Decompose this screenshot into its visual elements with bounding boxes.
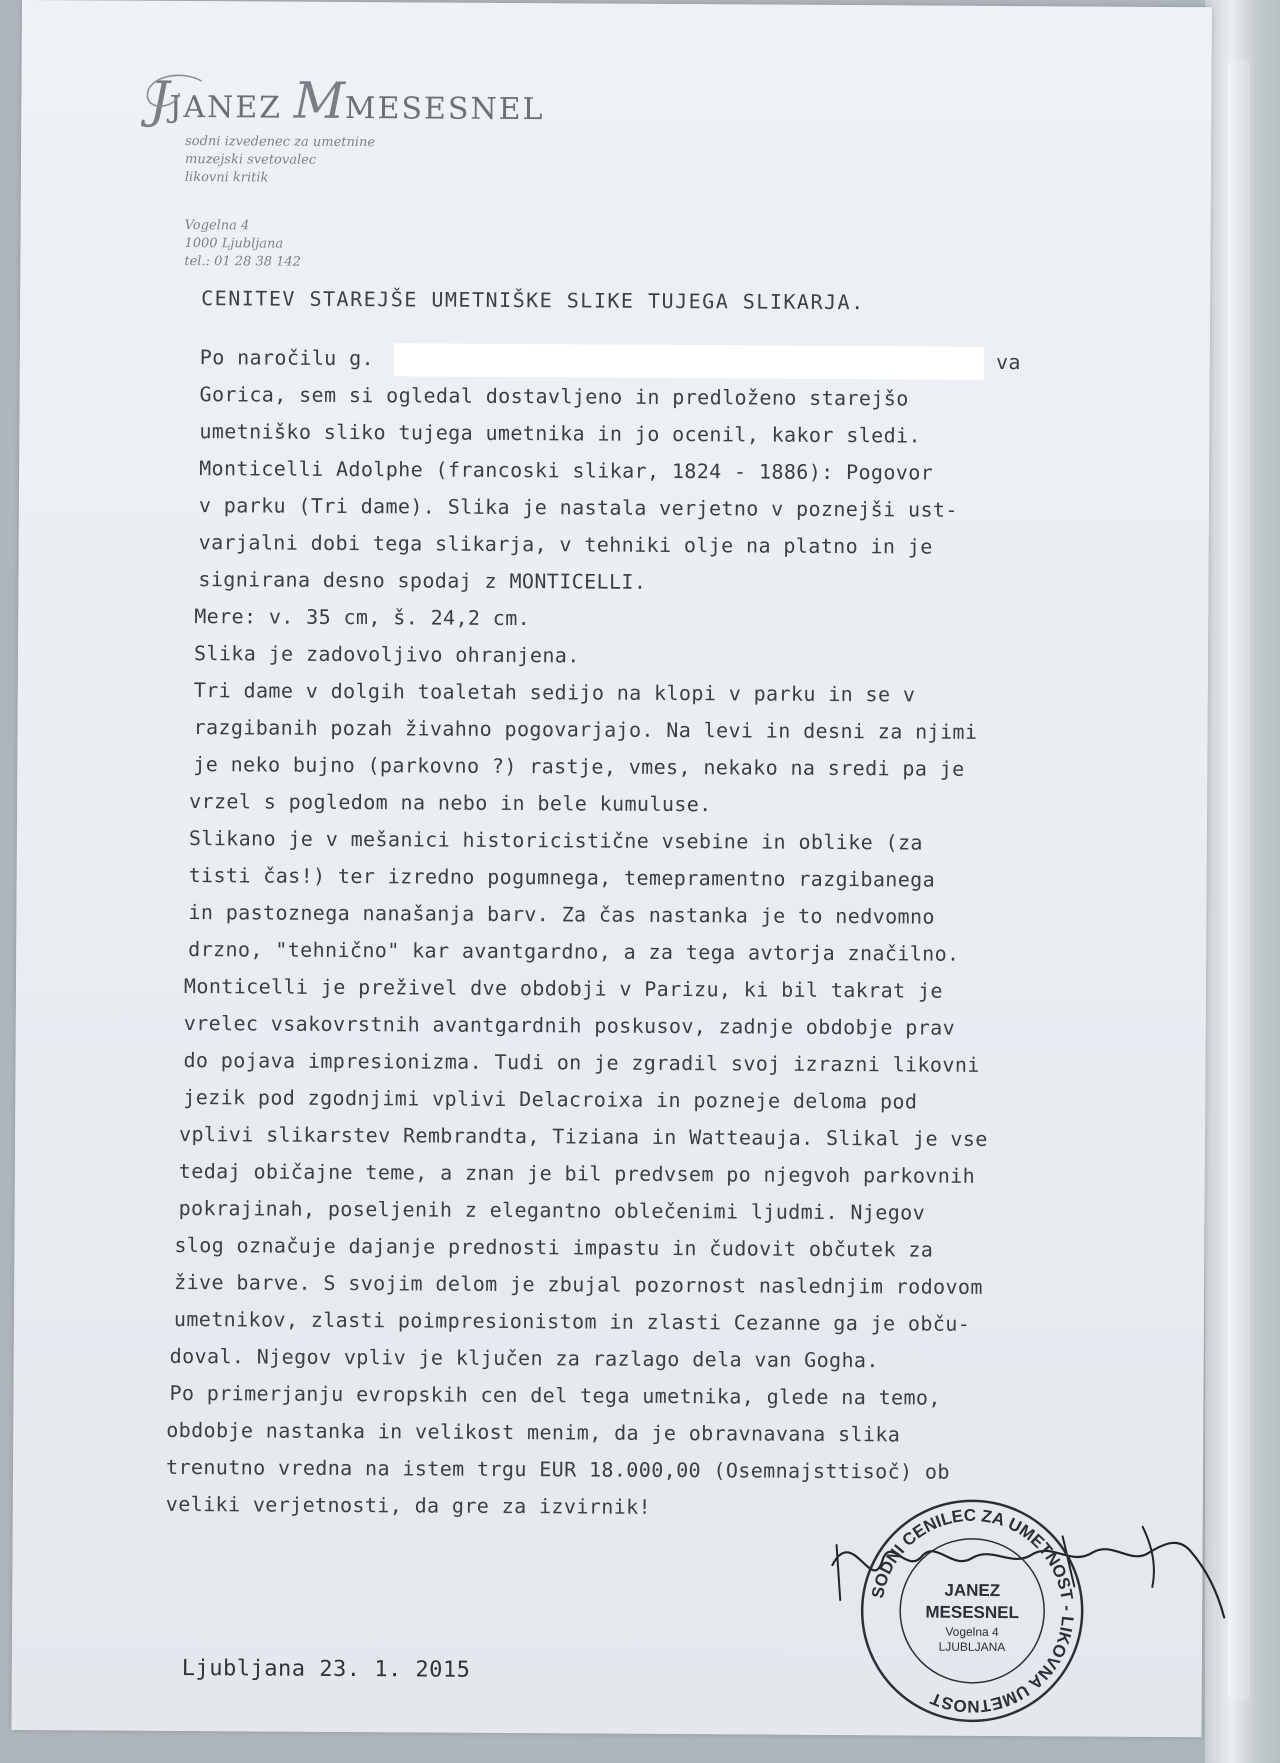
letterhead-address-line: 1000 Ljubljana (184, 235, 284, 252)
letterhead-role: likovni kritik (184, 169, 269, 186)
place-and-date: Ljubljana 23. 1. 2015 (181, 1656, 471, 1683)
stamp-address: Vogelna 4 (945, 1624, 999, 1639)
letter-page (11, 0, 1212, 1737)
body-line: žive barve. S svojim delom je zbujal pozornost naslednjim rodovom (174, 1269, 983, 1299)
stamp-ring-text: SODNI CENILEC ZA UMETNOST - LIKOVNA UMETNOST (868, 1505, 1078, 1716)
body-line: v parku (Tri dame). Slika je nastala verjetno v poznejši ust- (198, 493, 958, 522)
body-line: Tri dame v dolgih toaletah sedijo na klopi v parku in se v (193, 678, 916, 707)
document-title: CENITEV STAREJŠE UMETNIŠKE SLIKE TUJEGA SLIKARJA. (201, 286, 865, 315)
first-line-end: va (995, 349, 1021, 375)
body-line: tedaj običajne teme, a znan je bil predvsem po njegvoh parkovnih (178, 1158, 976, 1188)
body-line: slog označuje dajanje prednosti impastu in čudovit občutek za (174, 1232, 934, 1262)
body-line: varjalni dobi tega slikarja, v tehniki olje na platno in je (198, 530, 933, 559)
letterhead-phone: tel.: 01 28 38 142 (184, 253, 302, 270)
redaction-box (394, 343, 984, 380)
body-line: trenutno vredna na istem trgu EUR 18.000,00 (Osemnajsttisoč) ob (165, 1454, 950, 1484)
stamp-name-last: MESESNEL (925, 1602, 1019, 1623)
letterhead-last-name: MESESNEL (344, 90, 545, 128)
letterhead-flourish-icon (141, 73, 211, 113)
body-line: drzno, "tehnično" kar avantgardno, a za tega avtorja značilno. (188, 937, 960, 966)
body-line: Gorica, sem si ogledal dostavljeno in predloženo starejšo (199, 382, 909, 411)
body-line: Slika je zadovoljivo ohranjena. (193, 641, 580, 668)
document-body (163, 339, 1170, 1529)
body-line: umetnikov, zlasti poimpresionistom in zlasti Cezanne ga je obču- (173, 1306, 971, 1336)
letterhead-role: sodni izvedenec za umetnine (185, 133, 376, 151)
body-line: Monticelli je preživel dve obdobji v Parizu, ki bil takrat je (183, 974, 943, 1003)
letterhead-initial-j: J (149, 70, 170, 129)
body-line: Po primerjanju evropskih cen del tega umetnika, glede na temo, (169, 1380, 941, 1410)
body-line: signirana desno spodaj z MONTICELLI. (198, 567, 647, 594)
body-line: do pojava impresionizma. Tudi on je zgradil svoj izrazni likovni (183, 1048, 980, 1077)
first-line-start: Po naročilu g. (199, 345, 375, 371)
letterhead-first-name: JANEZ (169, 89, 283, 126)
body-line: umetniško sliko tujega umetnika in jo ocenil, kakor sledi. (199, 419, 922, 448)
body-line: in pastoznega nanašanja barv. Za čas nastanka je to nedvomno (188, 900, 935, 929)
body-line: je neko bujno (parkovno ?) rastje, vmes, nekako na sredi pa je (193, 752, 965, 781)
body-line: jezik pod zgodnjimi vplivi Delacroixa in pozneje deloma pod (183, 1085, 918, 1114)
letterhead-role: muzejski svetovalec (184, 151, 317, 168)
stamp-city: LJUBLJANA (938, 1639, 1006, 1655)
body-line: razgibanih pozah živahno pogovarjajo. Na levi in desni za njimi (193, 715, 978, 744)
body-line: obdobje nastanka in velikost menim, da je obravnavana slika (166, 1417, 901, 1447)
body-line: tisti čas!) ter izredno pogumnega, temepramentno razgibanega (188, 863, 936, 892)
body-line: vplivi slikarstev Rembrandta, Tiziana in Watteauja. Slikal je vse (179, 1121, 988, 1151)
body-line-first (170, 339, 1170, 382)
sleeve-reflection (1228, 60, 1250, 1700)
letterhead (148, 71, 544, 273)
letterhead-address-line: Vogelna 4 (184, 217, 250, 234)
body-line: pokrajinah, poseljenih z elegantno oblečenimi ljudmi. Njegov (178, 1195, 926, 1225)
letterhead-initial-m: M (293, 71, 346, 130)
body-line: Monticelli Adolphe (francoski slikar, 1824 - 1886): Pogovor (199, 456, 934, 485)
body-line: vrzel s pogledom na nebo in bele kumuluse. (189, 789, 712, 817)
letterhead-address (184, 217, 544, 273)
body-line: vrelec vsakovrstnih avantgardnih poskusov, zadnje obdobje prav (183, 1011, 956, 1040)
body-line: doval. Njegov vpliv je ključen za razlago dela van Gogha. (169, 1343, 879, 1373)
letterhead-roles (185, 133, 545, 189)
body-line: veliki verjetnosti, da gre za izvirnik! (165, 1491, 652, 1519)
official-stamp (856, 1495, 1087, 1726)
body-line: Mere: v. 35 cm, š. 24,2 cm. (194, 604, 531, 631)
body-line: Slikano je v mešanici historicistične vsebine in oblike (za (188, 826, 923, 855)
stamp-name-first: JANEZ (944, 1580, 1001, 1601)
